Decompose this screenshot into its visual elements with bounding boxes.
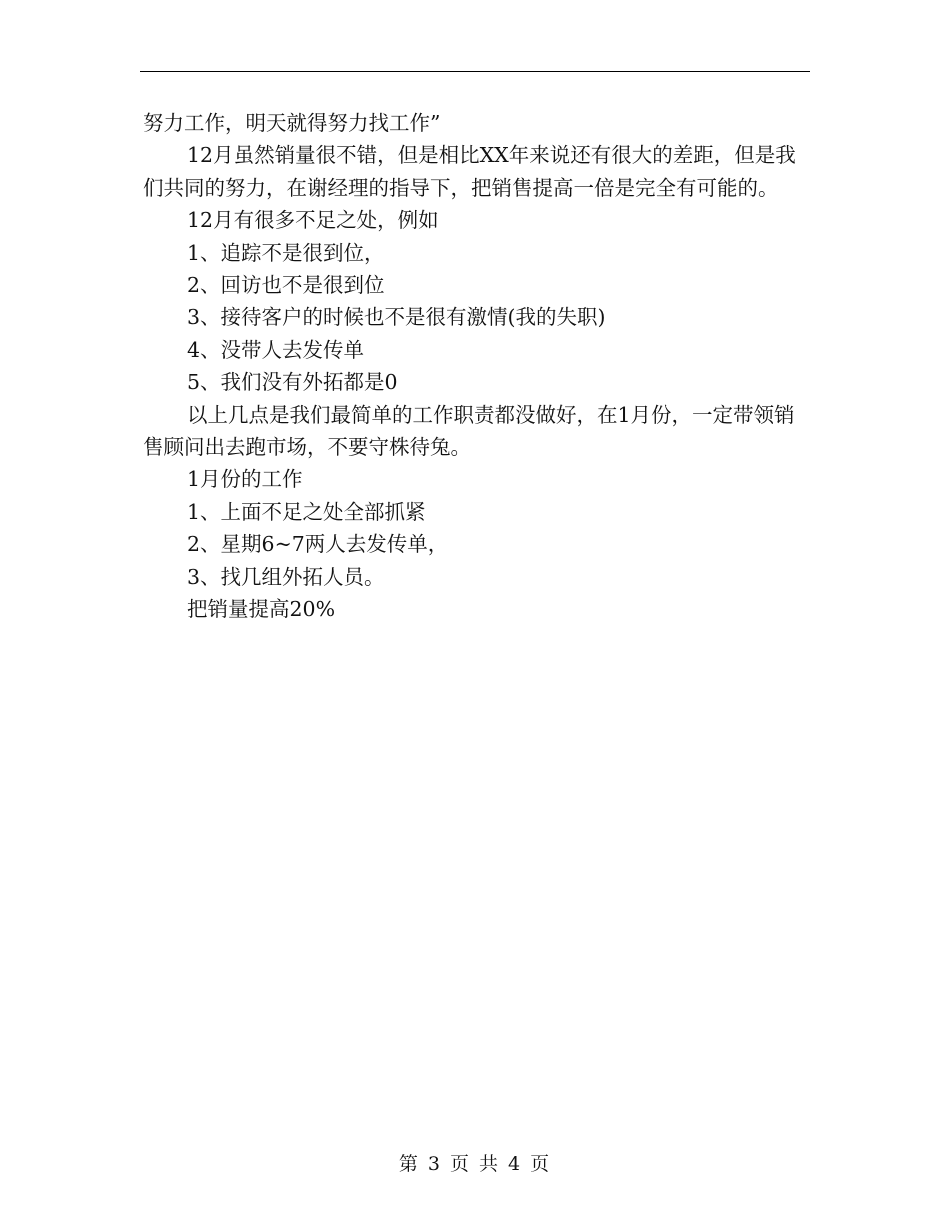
- list-item: 2、回访也不是很到位: [187, 273, 385, 298]
- section-heading: 1月份的工作: [187, 467, 303, 492]
- paragraph: 12月虽然销量很不错，但是相比XX年来说还有很大的差距，但是我们共同的努力，在谢经理的指导下，把销售提高一倍是完全有可能的。: [143, 143, 796, 200]
- list-item: 4、没带人去发传单: [187, 337, 365, 362]
- list-item: 1、上面不足之处全部抓紧: [187, 499, 426, 524]
- list-item: 3、找几组外拓人员。: [187, 564, 385, 589]
- paragraph: 努力工作，明天就得努力找工作”: [143, 111, 441, 135]
- paragraph: 12月有很多不足之处，例如: [187, 208, 439, 233]
- page-number-footer: 第 3 页 共 4 页: [398, 1153, 552, 1175]
- document-body: [143, 107, 810, 626]
- list-item: 1、追踪不是很到位，: [187, 240, 385, 265]
- header-rule: [140, 71, 810, 72]
- list-item: 3、接待客户的时候也不是很有激情(我的失职): [187, 305, 606, 330]
- paragraph: 把销量提高20%: [187, 597, 336, 622]
- paragraph: 以上几点是我们最简单的工作职责都没做好，在1月份，一定带领销售顾问出去跑市场，不要守株待兔。: [143, 402, 795, 460]
- list-item: 2、星期6~7两人去发传单，: [187, 532, 449, 557]
- list-item: 5、我们没有外拓都是0: [187, 370, 398, 395]
